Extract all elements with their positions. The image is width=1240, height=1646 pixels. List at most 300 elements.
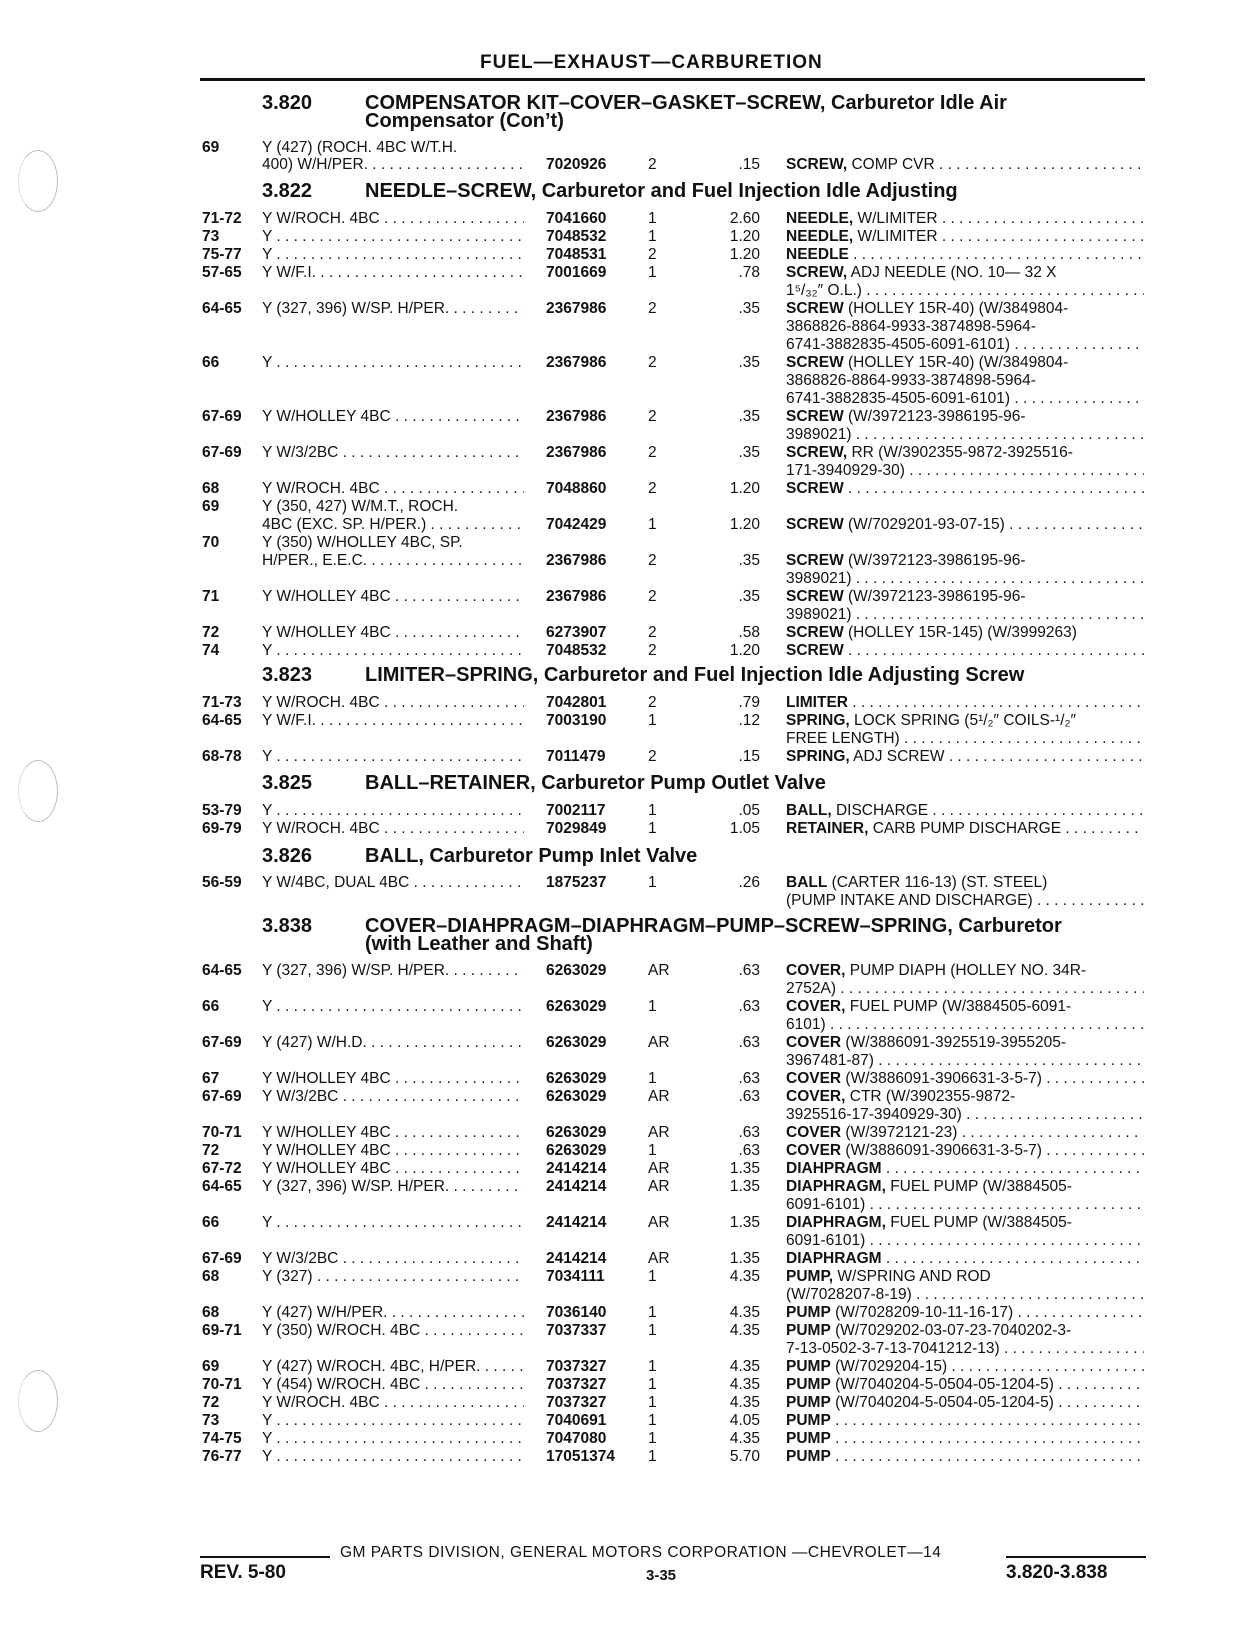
model-year: 67-69 [202,1034,242,1051]
part-number: 6263029 [546,962,607,979]
part-name: COVER [786,1070,842,1087]
model-application: Y W/F.I. . . . [262,264,524,282]
quantity: 1 [648,1394,657,1411]
table-row [0,139,1240,157]
quantity: 2 [648,156,657,173]
price: .63 [738,1034,760,1051]
table-row [0,372,1240,390]
model-year: 67-69 [202,444,242,461]
price: 1.35 [729,1178,760,1195]
part-name: NEEDLE, [786,210,854,227]
model-year: 72 [202,624,220,641]
part-detail: (W/7040204-5-0504-05-1204-5) [830,1376,1054,1393]
part-number: 6263029 [546,1124,607,1141]
table-row [0,980,1240,998]
price: .63 [738,1070,760,1087]
part-number: 2367986 [546,552,607,569]
section-number: 3.838 [262,915,313,937]
part-detail: CTR (W/3902355-9872- [845,1088,1016,1105]
section-title: BALL–RETAINER, Carburetor Pump Outlet Valve [365,772,826,794]
part-detail: FUEL PUMP (W/3884505- [885,1178,1072,1195]
price: 1.20 [729,246,760,263]
part-name: SPRING, [786,712,850,729]
model-application: 4BC (EXC. SP. H/PER.) . . . [262,516,524,534]
model-year: 71 [202,588,220,605]
part-detail: 171-3940929-30) [786,462,905,479]
part-detail: 1⁵/₃₂″ O.L.) [786,282,862,299]
quantity: 1 [648,1430,657,1447]
model-year: 69-71 [202,1322,242,1339]
part-number: 7020926 [546,156,607,173]
footer-revision: REV. 5-80 [200,1562,286,1583]
model-year: 57-65 [202,264,242,281]
table-row [0,892,1240,910]
part-description [786,408,1144,426]
model-application: H/PER., E.E.C. . . . [262,552,524,570]
quantity: 1 [648,874,657,891]
part-name: DIAPHRAGM, [786,1178,886,1195]
model-application: Y W/HOLLEY 4BC . . . [262,1142,524,1160]
part-number: 7041660 [546,210,607,227]
price: 4.35 [729,1376,760,1393]
part-description [786,694,1144,712]
quantity: 2 [648,246,657,263]
model-application: Y . . . [262,642,524,660]
part-detail: 3967481-87) [786,1052,874,1069]
model-year: 68 [202,480,220,497]
price: .78 [738,264,760,281]
part-description [786,1448,1144,1466]
table-row [0,1286,1240,1304]
footer-rule [1006,1556,1146,1558]
part-number: 6263029 [546,1034,607,1051]
part-detail: (W/3972123-3986195-96- [843,408,1026,425]
part-name: BALL [786,874,828,891]
part-description [786,1178,1144,1196]
quantity: 1 [648,1358,657,1375]
part-number: 7048532 [546,228,607,245]
part-number: 7011479 [546,748,606,765]
price: 1.35 [729,1214,760,1231]
part-description [786,480,1144,498]
table-row [0,1358,1240,1376]
part-description [786,1430,1144,1448]
price: .63 [738,1142,760,1159]
page-title: FUEL—EXHAUST—CARBURETION [480,52,823,73]
model-year: 69 [202,498,220,515]
part-description [786,1106,1144,1124]
quantity: 1 [648,210,657,227]
section-title-continued: Compensator (Con’t) [365,110,564,132]
part-name: COVER, [786,998,846,1015]
model-year: 53-79 [202,802,242,819]
part-name: PUMP [786,1412,831,1429]
model-year: 67 [202,1070,220,1087]
part-description [786,426,1144,444]
price: .35 [738,354,760,371]
part-description [786,1160,1144,1178]
part-number: 2367986 [546,354,607,371]
quantity: 2 [648,624,657,641]
model-year: 56-59 [202,874,242,891]
model-year: 70-71 [202,1124,242,1141]
table-row [0,606,1240,624]
part-number: 2367986 [546,408,607,425]
model-year: 64-65 [202,962,242,979]
part-name: DIAHPRAGM [786,1160,882,1177]
model-application: Y W/ROCH. 4BC . . . [262,694,524,712]
part-description [786,1070,1144,1088]
model-application: Y (327, 396) W/SP. H/PER. . . . [262,962,524,980]
part-detail: FUEL PUMP (W/3884505- [885,1214,1072,1231]
table-row [0,264,1240,282]
price: .05 [738,802,760,819]
part-number: 2367986 [546,300,607,317]
part-detail: (W/7028207-8-19) [786,1286,912,1303]
footer-section-range: 3.820-3.838 [1006,1562,1108,1583]
price: 4.35 [729,1268,760,1285]
footer-publisher: GM PARTS DIVISION, GENERAL MOTORS CORPORATION —CHEVROLET—14 [340,1544,942,1561]
part-name: PUMP [786,1358,831,1375]
table-row [0,1430,1240,1448]
price: .63 [738,1088,760,1105]
part-name: SCREW [786,354,844,371]
table-row [0,1052,1240,1070]
model-year: 70-71 [202,1376,242,1393]
model-year: 64-65 [202,712,242,729]
table-row [0,210,1240,228]
model-year: 68-78 [202,748,242,765]
model-year: 67-69 [202,1250,242,1267]
table-row [0,1106,1240,1124]
part-description [786,264,1144,282]
part-name: SCREW, [786,156,848,173]
part-name: SCREW [786,480,844,497]
price: .58 [738,624,760,641]
part-detail: (HOLLEY 15R-40) (W/3849804- [843,354,1069,371]
part-detail: (W/3886091-3906631-3-5-7) [841,1070,1042,1087]
part-detail: (W/7029204-15) [830,1358,948,1375]
part-detail: (HOLLEY 15R-40) (W/3849804- [843,300,1069,317]
part-detail: 2752A) [786,980,836,997]
part-description [786,1088,1144,1106]
part-detail: PUMP DIAPH (HOLLEY NO. 34R- [845,962,1087,979]
model-application: Y (454) W/ROCH. 4BC . . . [262,1376,524,1394]
part-description [786,1232,1144,1250]
model-year: 66 [202,354,220,371]
part-description [786,228,1144,246]
part-description [786,318,1144,336]
model-application: Y W/ROCH. 4BC . . . [262,480,524,498]
table-row [0,516,1240,534]
part-detail: 6741-3882835-4505-6091-6101) [786,390,1011,407]
part-number: 6263029 [546,1088,607,1105]
table-row [0,1250,1240,1268]
price: .63 [738,998,760,1015]
model-year: 67-72 [202,1160,242,1177]
section-title: BALL, Carburetor Pump Inlet Valve [365,845,698,867]
part-description [786,462,1144,480]
section-number: 3.820 [262,92,313,114]
part-name: NEEDLE [786,246,849,263]
section-title: COMPENSATOR KIT–COVER–GASKET–SCREW, Carburetor Idle Air [365,92,1007,114]
table-row [0,336,1240,354]
header-rule [200,78,1145,81]
part-detail: (W/7029201-93-07-15) [843,516,1005,533]
part-name: SCREW [786,588,844,605]
model-application: Y W/3/2BC . . . [262,444,524,462]
model-application: Y (327) . . . [262,1268,524,1286]
quantity: 2 [648,694,657,711]
model-application: Y W/ROCH. 4BC . . . [262,210,524,228]
part-description [786,516,1144,534]
table-row [0,730,1240,748]
part-name: SCREW [786,552,844,569]
part-description [786,892,1144,910]
table-row [0,408,1240,426]
part-number: 7042801 [546,694,607,711]
part-description [786,1268,1144,1286]
part-number: 6263029 [546,1142,607,1159]
model-application: Y W/HOLLEY 4BC . . . [262,1124,524,1142]
model-year: 68 [202,1268,220,1285]
part-name: PUMP [786,1376,831,1393]
model-year: 69 [202,1358,220,1375]
model-application: Y (350, 427) W/M.T., ROCH. [262,498,459,515]
model-application: Y W/HOLLEY 4BC . . . [262,588,524,606]
part-number: 6273907 [546,624,607,641]
model-application: Y . . . [262,1412,524,1430]
quantity: 2 [648,480,657,497]
quantity: 1 [648,998,657,1015]
model-application: Y W/4BC, DUAL 4BC . . . [262,874,524,892]
quantity: AR [648,1214,670,1231]
part-description [786,210,1144,228]
quantity: 1 [648,1322,657,1339]
model-application: Y W/3/2BC . . . [262,1250,524,1268]
quantity: AR [648,962,670,979]
price: 4.05 [729,1412,760,1429]
part-description [786,156,1144,174]
part-name: SCREW [786,624,844,641]
model-year: 66 [202,998,220,1015]
model-application: Y (350) W/HOLLEY 4BC, SP. [262,534,463,551]
part-detail: (W/3886091-3925519-3955205- [841,1034,1067,1051]
part-detail: (PUMP INTAKE AND DISCHARGE) [786,892,1033,909]
quantity: 1 [648,1412,657,1429]
part-number: 2414214 [546,1160,607,1177]
part-description [786,1340,1144,1358]
part-number: 7036140 [546,1304,607,1321]
price: .35 [738,444,760,461]
part-number: 7048531 [546,246,607,263]
part-description [786,712,1144,730]
model-year: 66 [202,1214,220,1231]
model-application: Y . . . [262,1214,524,1232]
model-year: 76-77 [202,1448,242,1465]
part-detail: W/LIMITER [853,228,938,245]
table-row [0,462,1240,480]
part-name: SCREW [786,516,844,533]
model-year: 71-72 [202,210,242,227]
table-row [0,624,1240,642]
model-application: Y (427) W/H/PER. . . . [262,1304,524,1322]
table-row [0,156,1240,174]
part-description [786,1052,1144,1070]
part-description [786,748,1144,766]
quantity: 1 [648,1376,657,1393]
price: .35 [738,300,760,317]
part-name: SPRING, [786,748,850,765]
model-application: Y (427) W/ROCH. 4BC, H/PER. . . . [262,1358,524,1376]
part-name: PUMP [786,1304,831,1321]
table-row [0,1196,1240,1214]
price: .35 [738,588,760,605]
part-detail: (W/3972121-23) [841,1124,958,1141]
section-title: NEEDLE–SCREW, Carburetor and Fuel Injection Idle Adjusting [365,180,958,202]
part-detail: W/LIMITER [853,210,938,227]
part-description [786,390,1144,408]
price: 4.35 [729,1430,760,1447]
price: 1.35 [729,1160,760,1177]
model-year: 73 [202,228,220,245]
model-application: 400) W/H/PER. . . . [262,156,524,174]
part-detail: FUEL PUMP (W/3884505-6091- [845,998,1072,1015]
part-description [786,1376,1144,1394]
part-description [786,1016,1144,1034]
section-title: COVER–DIAHPRAGM–DIAPHRAGM–PUMP–SCREW–SPRING, Carburetor [365,915,1062,937]
table-row [0,1124,1240,1142]
part-name: RETAINER, [786,820,869,837]
table-row [0,1088,1240,1106]
quantity: 1 [648,228,657,245]
model-year: 67-69 [202,408,242,425]
part-description [786,354,1144,372]
table-row [0,246,1240,264]
part-description [786,1034,1144,1052]
part-description [786,1358,1144,1376]
quantity: 1 [648,1142,657,1159]
quantity: AR [648,1034,670,1051]
part-detail: (W/7029202-03-07-23-7040202-3- [830,1322,1072,1339]
part-name: SCREW, [786,444,848,461]
part-detail: (W/3972123-3986195-96- [843,552,1026,569]
part-name: BALL, [786,802,832,819]
price: .15 [738,748,760,765]
model-year: 69 [202,139,220,156]
part-description [786,1124,1144,1142]
part-name: PUMP [786,1448,831,1465]
part-description [786,874,1144,892]
price: 2.60 [729,210,760,227]
part-detail: 3925516-17-3940929-30) [786,1106,962,1123]
part-detail: 7-13-0502-3-7-13-7041212-13) [786,1340,1000,1357]
part-number: 7048860 [546,480,607,497]
price: .35 [738,408,760,425]
quantity: 1 [648,1268,657,1285]
table-row [0,318,1240,336]
part-description [786,336,1144,354]
part-description [786,1394,1144,1412]
price: 1.20 [729,480,760,497]
table-row [0,1394,1240,1412]
table-row [0,1232,1240,1250]
part-detail: 3989021) [786,426,852,443]
model-application: Y W/F.I. . . . [262,712,524,730]
model-application: Y . . . [262,1430,524,1448]
price: 4.35 [729,1304,760,1321]
model-application: Y W/HOLLEY 4BC . . . [262,624,524,642]
part-detail: ADJ SCREW [849,748,945,765]
model-year: 67-69 [202,1088,242,1105]
table-row [0,1268,1240,1286]
section-number: 3.822 [262,180,313,202]
part-number: 7002117 [546,802,606,819]
part-description [786,642,1144,660]
part-detail: 6091-6101) [786,1232,866,1249]
part-detail: ADJ NEEDLE (NO. 10— 32 X [847,264,1057,281]
model-application: Y (427) (ROCH. 4BC W/T.H. [262,139,458,156]
model-year: 69-79 [202,820,242,837]
model-application: Y . . . [262,354,524,372]
model-application: Y (350) W/ROCH. 4BC . . . [262,1322,524,1340]
model-application: Y . . . [262,1448,524,1466]
part-description [786,1196,1144,1214]
table-row [0,1178,1240,1196]
table-row [0,1034,1240,1052]
model-year: 75-77 [202,246,242,263]
table-row [0,480,1240,498]
table-row [0,820,1240,838]
table-row [0,962,1240,980]
section-title: LIMITER–SPRING, Carburetor and Fuel Injection Idle Adjusting Screw [365,664,1025,686]
part-number: 6263029 [546,998,607,1015]
part-detail: (W/7040204-5-0504-05-1204-5) [830,1394,1054,1411]
part-description [786,372,1144,390]
model-application: Y . . . [262,998,524,1016]
table-row [0,1448,1240,1466]
price: .15 [738,156,760,173]
quantity: 2 [648,408,657,425]
part-detail: (W/7028209-10-11-16-17) [830,1304,1014,1321]
part-number: 2414214 [546,1214,607,1231]
table-row [0,282,1240,300]
quantity: AR [648,1088,670,1105]
model-year: 72 [202,1394,220,1411]
quantity: 2 [648,588,657,605]
part-number: 7037327 [546,1376,607,1393]
table-row [0,1016,1240,1034]
quantity: AR [648,1124,670,1141]
quantity: 1 [648,712,657,729]
section-number: 3.823 [262,664,313,686]
price: .63 [738,962,760,979]
table-row [0,1376,1240,1394]
part-number: 1875237 [546,874,607,891]
part-detail: 3989021) [786,570,852,587]
part-name: SCREW [786,300,844,317]
quantity: 2 [648,642,657,659]
quantity: 2 [648,354,657,371]
quantity: 1 [648,516,657,533]
part-description [786,1214,1144,1232]
part-description [786,1250,1144,1268]
part-description [786,998,1144,1016]
part-detail: 6091-6101) [786,1196,866,1213]
part-number: 7048532 [546,642,607,659]
table-row [0,570,1240,588]
part-number: 2414214 [546,1250,607,1267]
